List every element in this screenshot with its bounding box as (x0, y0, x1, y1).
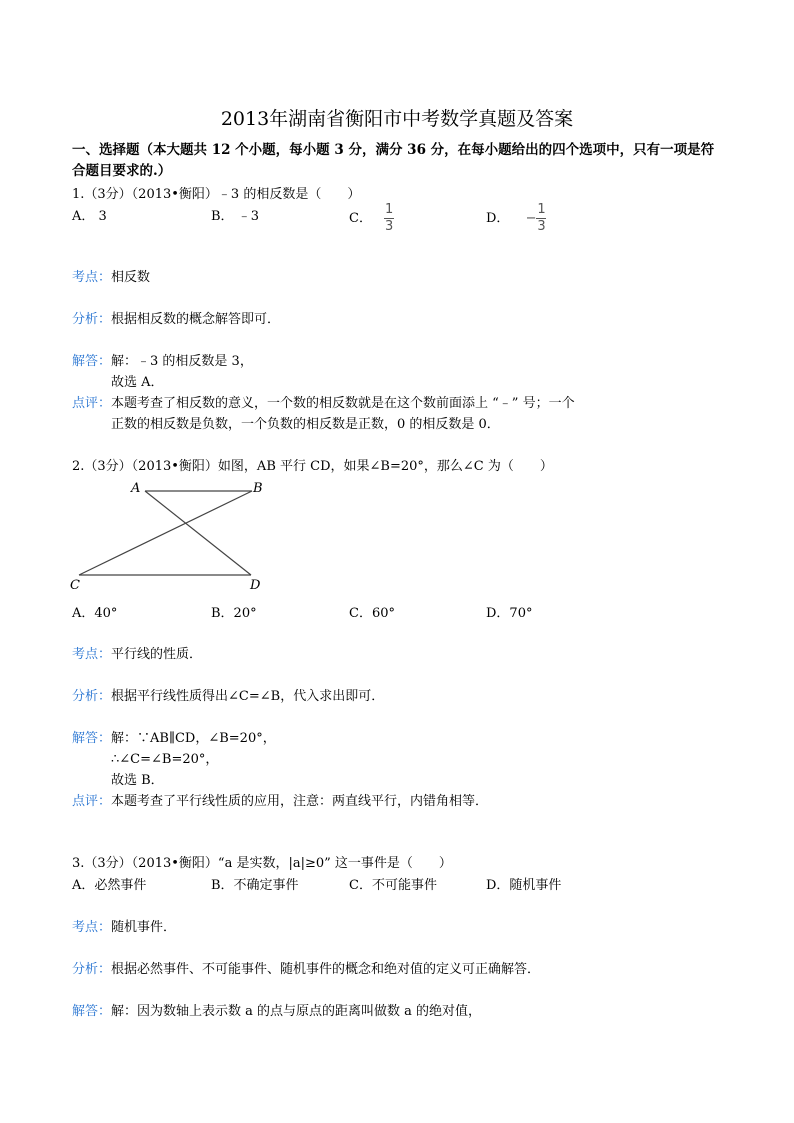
q2-option-a: A．40° (72, 606, 118, 621)
page-title: 2013年湖南省衡阳市中考数学真题及答案 (220, 108, 574, 130)
q1-option-a-value: 3 (98, 209, 107, 224)
q1-dianping-line1: 本题考查了相反数的意义，一个数的相反数就是在这个数前面添上 “﹣” 号；一个 (111, 396, 575, 411)
point-d-label: D (250, 578, 261, 593)
q1-option-c-fraction (384, 203, 394, 234)
jieda-label: 解答： (72, 731, 112, 746)
q2-jieda-line2: ∴∠C=∠B=20°， (111, 752, 219, 767)
jieda-label: 解答： (72, 1004, 112, 1019)
q3-option-d: D．随机事件 (486, 878, 562, 893)
q1-jieda-line1: 解：﹣3 的相反数是 3， (111, 354, 253, 369)
q1-jieda (72, 350, 253, 369)
kaodian-label: 考点： (72, 647, 112, 662)
jieda-label: 解答： (72, 354, 112, 369)
q2-fenxi (72, 685, 384, 704)
q2-kaodian-text: 平行线的性质． (111, 647, 203, 662)
q1-option-b (211, 205, 259, 224)
q2-kaodian (72, 643, 202, 662)
q2-option-b: B．20° (211, 606, 257, 621)
q3-fenxi (72, 958, 540, 977)
q1-option-c-denominator: 3 (384, 219, 394, 234)
q2-dianping-line1: 本题考查了平行线性质的应用，注意：两直线平行，内错角相等． (111, 794, 489, 809)
q1-option-b-value: ﹣3 (237, 209, 259, 224)
kaodian-label: 考点： (72, 920, 112, 935)
q2-stem: 2.（3分）（2013•衡阳）如图，AB 平行 CD，如果∠B=20°，那么∠C 为（ ） (72, 459, 553, 474)
q1-kaodian (72, 266, 150, 285)
q3-kaodian (72, 916, 176, 935)
q3-jieda (72, 1000, 481, 1019)
q2-parallel-lines-figure (66, 476, 276, 594)
segment-bc (79, 491, 252, 575)
q2-jieda-line1: 解：∵AB∥CD，∠B=20°， (111, 731, 276, 746)
q1-option-a (72, 205, 107, 224)
q3-option-a: A．必然事件 (72, 878, 147, 893)
q1-option-d-fraction (536, 203, 546, 234)
section-heading-line2: 合题目要求的.） (72, 163, 172, 179)
q1-dianping (72, 392, 575, 411)
q3-kaodian-text: 随机事件． (111, 920, 177, 935)
fenxi-label: 分析： (72, 312, 112, 327)
q1-jieda-line2: 故选 A． (111, 375, 164, 390)
q3-jieda-line1: 解：因为数轴上表示数 a 的点与原点的距离叫做数 a 的绝对值， (111, 1004, 482, 1019)
section-heading-line1: 一、选择题（本大题共 12 个小题，每小题 3 分，满分 36 分，在每小题给出的四个选项中，只有一项是符 (72, 142, 715, 158)
fenxi-label: 分析： (72, 689, 112, 704)
q2-option-d: D．70° (486, 606, 533, 621)
dianping-label: 点评： (72, 794, 112, 809)
q1-option-c (349, 203, 394, 234)
q1-option-d (486, 203, 546, 234)
q1-fenxi (72, 308, 280, 327)
q3-fenxi-text: 根据必然事件、不可能事件、随机事件的概念和绝对值的定义可正确解答． (111, 962, 541, 977)
q2-option-c: C．60° (349, 606, 395, 621)
q1-option-d-denominator: 3 (537, 219, 546, 234)
q2-jieda (72, 727, 276, 746)
q1-option-d-label: D． (486, 211, 510, 226)
kaodian-label: 考点： (72, 270, 112, 285)
q2-dianping (72, 790, 488, 809)
q1-stem: 1.（3分）（2013•衡阳）﹣3 的相反数是（ ） (72, 187, 361, 202)
q1-option-c-label: C． (349, 211, 372, 226)
q1-fenxi-text: 根据相反数的概念解答即可． (111, 312, 281, 327)
q3-option-c: C．不可能事件 (349, 878, 437, 893)
q1-option-b-label: B． (211, 209, 234, 224)
q1-option-d-sign: − (525, 211, 537, 226)
dianping-label: 点评： (72, 396, 112, 411)
q1-dianping-line2: 正数的相反数是负数，一个负数的相反数是正数，0 的相反数是 0． (111, 417, 500, 432)
q1-option-d-numerator: 1 (537, 202, 546, 217)
point-b-label: B (253, 481, 263, 496)
q2-jieda-line3: 故选 B． (111, 773, 164, 788)
fenxi-label: 分析： (72, 962, 112, 977)
q3-option-b: B．不确定事件 (211, 878, 299, 893)
segment-ad (145, 491, 251, 575)
q2-fenxi-text: 根据平行线性质得出∠C=∠B，代入求出即可． (111, 689, 385, 704)
point-c-label: C (70, 578, 80, 593)
point-a-label: A (131, 481, 141, 496)
q1-option-c-numerator: 1 (384, 202, 394, 217)
q3-stem: 3.（3分）（2013•衡阳）“a 是实数，|a|≥0” 这一事件是（ ） (72, 856, 452, 871)
q1-option-a-label: A． (72, 209, 95, 224)
q1-kaodian-text: 相反数 (111, 270, 151, 285)
